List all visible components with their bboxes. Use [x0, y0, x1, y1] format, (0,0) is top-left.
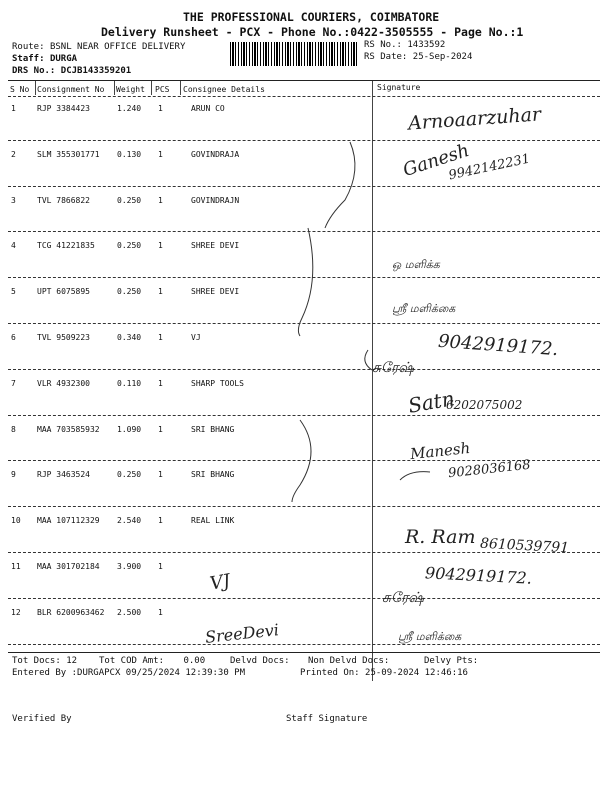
handwritten-phone: 8610539791	[479, 535, 570, 557]
handwritten-signature: Arnoaarzuhar	[407, 103, 542, 135]
row-weight: 0.340	[117, 333, 142, 342]
row-pcs: 1	[158, 333, 163, 342]
drs-value: DCJB143359201	[60, 66, 132, 76]
pen-stroke	[365, 350, 372, 370]
pen-stroke	[400, 472, 430, 480]
row-weight: 0.250	[117, 470, 142, 479]
row-sno: 2	[11, 150, 16, 159]
row-weight: 0.250	[117, 241, 142, 250]
handwritten-signature: Ganesh	[400, 139, 472, 182]
row-sno: 9	[11, 470, 16, 479]
cod-line	[99, 656, 205, 666]
row-consignment-no: MAA 107112329	[37, 516, 100, 525]
tot-cod-value: 0.00	[183, 656, 206, 666]
row-pcs: 1	[158, 287, 163, 296]
row-weight: 1.240	[117, 104, 142, 113]
col-weight: Weight	[116, 85, 145, 94]
row-pcs: 1	[158, 104, 163, 113]
row-weight: 0.130	[117, 150, 142, 159]
row-consignee: GOVINDRAJN	[191, 196, 240, 205]
route-label: Route:	[12, 42, 45, 52]
row-pcs: 1	[158, 425, 163, 434]
col-sno: S No	[10, 85, 30, 94]
handwritten-signature: R. Ram	[405, 526, 476, 548]
handwritten-signature: Satn	[406, 386, 457, 418]
rs-date-value: 25-Sep-2024	[412, 52, 473, 62]
runsheet-subtitle: Delivery Runsheet - PCX - Phone No.:0422-3505555 - Page No.:1	[101, 25, 524, 39]
rs-no-value: 1433592	[407, 40, 446, 50]
pen-stroke	[325, 142, 355, 228]
row-sno: 11	[11, 562, 21, 571]
handwritten-signature: சுரேஷ்	[382, 590, 424, 606]
row-consignee: ARUN CO	[191, 104, 225, 113]
row-consignment-no: VLR 4932300	[37, 379, 90, 388]
handwritten-phone: 6202075002	[446, 398, 523, 412]
col-pcs: PCS	[155, 85, 170, 94]
row-weight: 0.250	[117, 287, 142, 296]
row-sno: 1	[11, 104, 16, 113]
row-consignee: GOVINDRAJA	[191, 150, 240, 159]
pen-stroke	[298, 228, 312, 336]
delvd-docs-label: Delvd Docs:	[230, 656, 290, 666]
row-weight: 0.250	[117, 196, 142, 205]
row-weight: 0.110	[117, 379, 142, 388]
row-sno: 8	[11, 425, 16, 434]
row-consignment-no: RJP 3463524	[37, 470, 90, 479]
handwritten-phone: 9042919172.	[437, 330, 559, 361]
handwritten-signature: ஒ மளிக்க	[392, 258, 440, 271]
handwritten-consignee: SreeDevi	[204, 620, 280, 647]
entered-by: Entered By :DURGAPCX 09/25/2024 12:39:30 PM	[12, 668, 245, 678]
row-pcs: 1	[158, 150, 163, 159]
row-sno: 3	[11, 196, 16, 205]
staff-label: Staff:	[12, 54, 45, 64]
handwritten-signature: ஸ்ரீ மளிக்கை	[392, 302, 456, 315]
totals-line	[12, 656, 77, 666]
tot-docs-label: Tot Docs:	[12, 656, 61, 666]
tot-cod-label: Tot COD Amt:	[99, 656, 165, 666]
handwritten-signature: சுரேஷ்	[372, 360, 414, 376]
row-sno: 10	[11, 516, 21, 525]
staff-signature: Staff Signature	[286, 714, 368, 724]
row-pcs: 1	[158, 562, 163, 571]
row-weight: 3.900	[117, 562, 142, 571]
row-consignee: SRI BHANG	[191, 425, 235, 434]
non-delvd-docs-label: Non Delvd Docs:	[308, 656, 390, 666]
row-weight: 2.500	[117, 608, 142, 617]
row-consignee: VJ	[191, 333, 201, 342]
verified-by: Verified By	[12, 714, 72, 724]
rs-date-label: RS Date:	[364, 52, 408, 62]
row-consignment-no: TCG 41221835	[37, 241, 95, 250]
handwritten-phone: 9028036168	[447, 457, 532, 482]
row-consignment-no: UPT 6075895	[37, 287, 90, 296]
col-consignment: Consignment No	[37, 85, 105, 94]
row-pcs: 1	[158, 379, 163, 388]
row-sno: 4	[11, 241, 16, 250]
row-sno: 12	[11, 608, 21, 617]
route-value: BSNL NEAR OFFICE DELIVERY	[49, 42, 186, 52]
row-consignment-no: TVL 7866822	[37, 196, 90, 205]
row-consignee: SHARP TOOLS	[191, 379, 244, 388]
row-consignee: SHREE DEVI	[191, 287, 240, 296]
rs-no-label: RS No.:	[364, 40, 402, 50]
pen-stroke	[292, 420, 311, 502]
row-pcs: 1	[158, 608, 163, 617]
row-consignee: SRI BHANG	[191, 470, 235, 479]
row-pcs: 1	[158, 516, 163, 525]
handwritten-signature: Manesh	[409, 438, 471, 464]
handwritten-consignee: VJ	[208, 570, 232, 595]
row-consignment-no: BLR 6200963462	[37, 608, 105, 617]
row-consignee: REAL LINK	[191, 516, 235, 525]
company-title: THE PROFESSIONAL COURIERS, COIMBATORE	[183, 10, 440, 24]
handwritten-signature: ஸ்ரீ மளிக்கை	[398, 630, 462, 643]
row-sno: 5	[11, 287, 16, 296]
row-consignment-no: MAA 703585932	[37, 425, 100, 434]
handwritten-phone: 9042919172.	[424, 563, 533, 588]
row-consignment-no: SLM 355301771	[37, 150, 100, 159]
footer-rule	[8, 652, 600, 653]
row-consignment-no: MAA 301702184	[37, 562, 100, 571]
row-sno: 7	[11, 379, 16, 388]
row-consignment-no: TVL 9509223	[37, 333, 90, 342]
row-pcs: 1	[158, 470, 163, 479]
staff-value: DURGA	[49, 54, 78, 64]
row-pcs: 1	[158, 241, 163, 250]
row-consignment-no: RJP 3384423	[37, 104, 90, 113]
col-consignee: Consignee Details	[183, 85, 265, 94]
drs-label: DRS No.:	[12, 66, 56, 76]
handwritten-phone: 9942142231	[447, 151, 532, 184]
row-consignee: SHREE DEVI	[191, 241, 240, 250]
printed-on: Printed On: 25-09-2024 12:46:16	[300, 668, 468, 678]
col-signature: Signature	[377, 83, 421, 92]
tot-docs-value: 12	[66, 656, 78, 666]
row-weight: 1.090	[117, 425, 142, 434]
delvy-pts-label: Delvy Pts:	[424, 656, 479, 666]
row-sno: 6	[11, 333, 16, 342]
row-pcs: 1	[158, 196, 163, 205]
row-weight: 2.540	[117, 516, 142, 525]
